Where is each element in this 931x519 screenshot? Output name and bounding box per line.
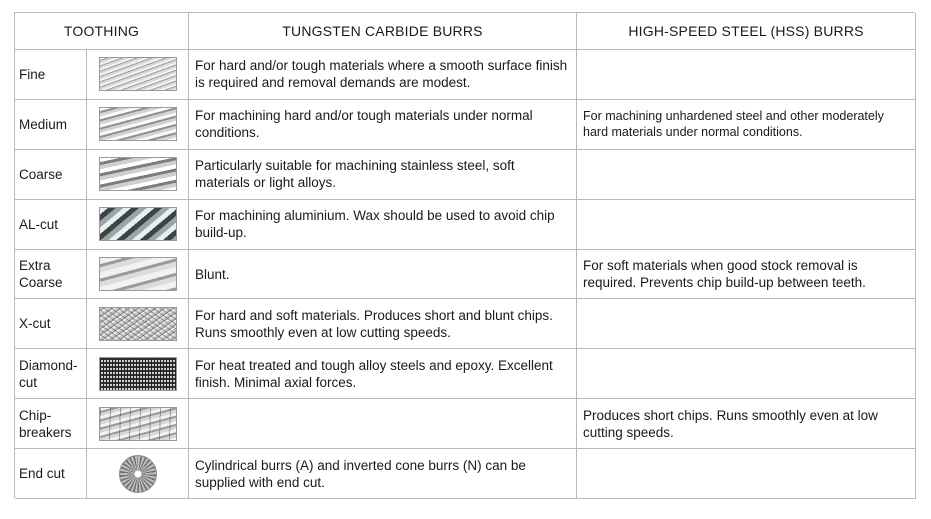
row-image-cell bbox=[87, 250, 189, 300]
row-name-al-cut: AL-cut bbox=[15, 200, 87, 250]
carbide-desc-medium: For machining hard and/or tough materials under normal conditions. bbox=[189, 100, 577, 150]
row-name-coarse: Coarse bbox=[15, 150, 87, 200]
hss-desc-coarse bbox=[577, 150, 916, 200]
row-name-medium: Medium bbox=[15, 100, 87, 150]
carbide-desc-coarse: Particularly suitable for machining stainless steel, soft materials or light alloys. bbox=[189, 150, 577, 200]
chip-breaker-toothing-burr-image bbox=[99, 407, 177, 441]
coarse-toothing-burr-image bbox=[99, 157, 177, 191]
hss-desc-chip-breakers: Produces short chips. Runs smoothly even at low cutting speeds. bbox=[577, 399, 916, 449]
hss-desc-extra-coarse: For soft materials when good stock removal is required. Prevents chip build-up between teeth. bbox=[577, 250, 916, 300]
row-image-cell bbox=[87, 349, 189, 399]
fine-toothing-burr-image bbox=[99, 57, 177, 91]
row-image-cell bbox=[87, 399, 189, 449]
end-cut-burr-image bbox=[119, 455, 157, 493]
hss-desc-medium: For machining unhardened steel and other moderately hard materials under normal conditions. bbox=[577, 100, 916, 150]
carbide-desc-diamond-cut: For heat treated and tough alloy steels and epoxy. Excellent finish. Minimal axial forces. bbox=[189, 349, 577, 399]
al-cut-toothing-burr-image bbox=[99, 207, 177, 241]
header-toothing: TOOTHING bbox=[15, 13, 189, 50]
medium-toothing-burr-image bbox=[99, 107, 177, 141]
hss-desc-diamond-cut bbox=[577, 349, 916, 399]
carbide-desc-al-cut: For machining aluminium. Wax should be used to avoid chip build-up. bbox=[189, 200, 577, 250]
header-tungsten-carbide: TUNGSTEN CARBIDE BURRS bbox=[189, 13, 577, 50]
carbide-desc-x-cut: For hard and soft materials. Produces short and blunt chips. Runs smoothly even at low cutting speeds. bbox=[189, 299, 577, 349]
extra-coarse-toothing-burr-image bbox=[99, 257, 177, 291]
row-image-cell bbox=[87, 100, 189, 150]
row-name-x-cut: X-cut bbox=[15, 299, 87, 349]
carbide-desc-end-cut: Cylindrical burrs (A) and inverted cone burrs (N) can be supplied with end cut. bbox=[189, 449, 577, 499]
toothing-comparison-table bbox=[14, 12, 915, 498]
row-image-cell bbox=[87, 50, 189, 100]
carbide-desc-fine: For hard and/or tough materials where a smooth surface finish is required and removal demands are modest. bbox=[189, 50, 577, 100]
x-cut-toothing-burr-image bbox=[99, 307, 177, 341]
hss-desc-x-cut bbox=[577, 299, 916, 349]
row-name-diamond-cut: Diamond-cut bbox=[15, 349, 87, 399]
row-image-cell bbox=[87, 449, 189, 499]
row-name-extra-coarse: Extra Coarse bbox=[15, 250, 87, 300]
row-image-cell bbox=[87, 150, 189, 200]
row-name-end-cut: End cut bbox=[15, 449, 87, 499]
header-hss: HIGH-SPEED STEEL (HSS) BURRS bbox=[577, 13, 916, 50]
carbide-desc-extra-coarse: Blunt. bbox=[189, 250, 577, 300]
row-image-cell bbox=[87, 299, 189, 349]
row-image-cell bbox=[87, 200, 189, 250]
carbide-desc-chip-breakers bbox=[189, 399, 577, 449]
diamond-cut-toothing-burr-image bbox=[99, 357, 177, 391]
hss-desc-al-cut bbox=[577, 200, 916, 250]
hss-desc-end-cut bbox=[577, 449, 916, 499]
row-name-chip-breakers: Chip-breakers bbox=[15, 399, 87, 449]
row-name-fine: Fine bbox=[15, 50, 87, 100]
hss-desc-fine bbox=[577, 50, 916, 100]
